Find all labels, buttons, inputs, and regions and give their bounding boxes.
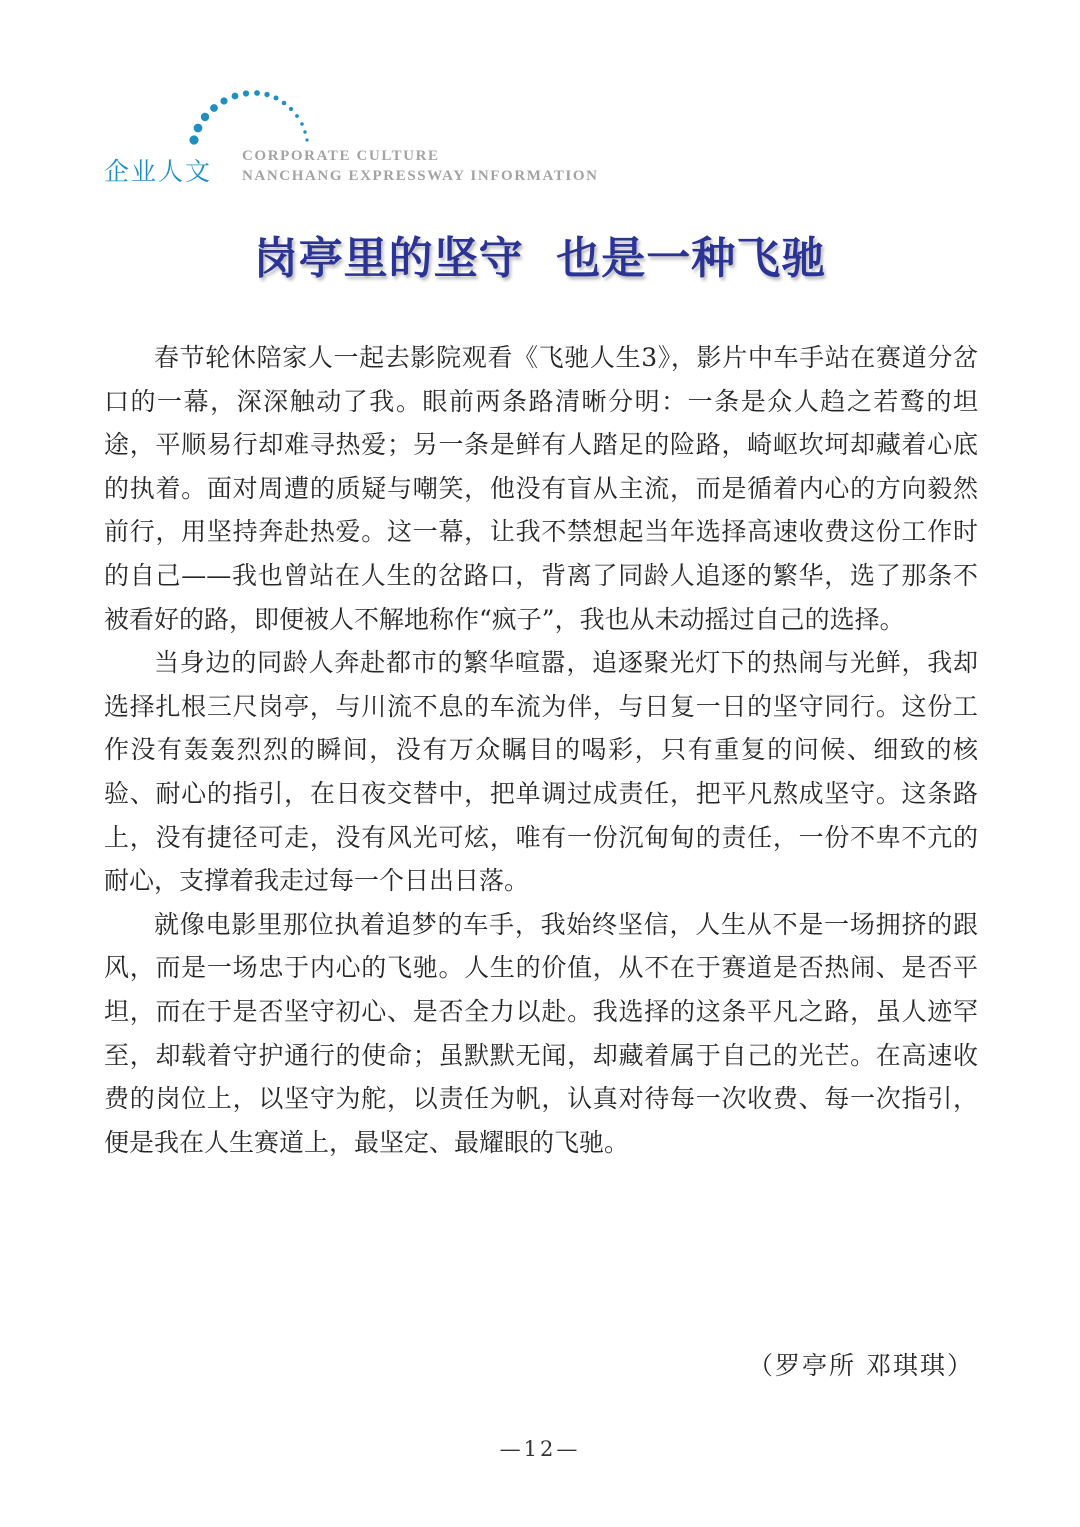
publication-name-en: NANCHANG EXPRESSWAY INFORMATION <box>242 168 599 184</box>
author-byline: （罗亭所 邓琪琪） <box>748 1351 974 1380</box>
paragraph: 春节轮休陪家人一起去影院观看《飞驰人生3》，影片中车手站在赛道分岔口的一幕，深深触动了我。眼前两条路清晰分明：一条是众人趋之若鹜的坦途，平顺易行却难寻热爱；另一条是鲜有人踏足的险路，崎岖坎坷却藏着心底的执着。面对周遭的质疑与嘲笑，他没有盲从主流，而是循着内心的方向毅然前行，用坚持奔赴热爱。这一幕，让我不禁想起当年选择高速收费这份工作时的自己——我也曾站在人生的岔路口，背离了同龄人追逐的繁华，选了那条不被看好的路，即便被人不解地称作“疯子”，我也从未动摇过自己的选择。 <box>104 343 978 634</box>
section-title-en: CORPORATE CULTURE <box>242 148 440 164</box>
article-body <box>104 336 978 1164</box>
article-title: 岗亭里的坚守 也是一种飞驰 <box>253 233 827 284</box>
section-title-cn: 企业人文 <box>104 157 213 186</box>
paragraph: 当身边的同龄人奔赴都市的繁华喧嚣，追逐聚光灯下的热闹与光鲜，我却选择扎根三尺岗亭，与川流不息的车流为伴，与日复一日的坚守同行。这份工作没有轰轰烈烈的瞬间，没有万众瞩目的喝彩，只有重复的问候、细致的核验、耐心的指引，在日夜交替中，把单调过成责任，把平凡熬成坚守。这条路上，没有捷径可走，没有风光可炫，唯有一份沉甸甸的责任，一份不卑不亢的耐心，支撑着我走过每一个日出日落。 <box>104 648 978 896</box>
paragraph: 就像电影里那位执着追梦的车手，我始终坚信，人生从不是一场拥挤的跟风，而是一场忠于内心的飞驰。人生的价值，从不在于赛道是否热闹、是否平坦，而在于是否坚守初心、是否全力以赴。我选择的这条平凡之路，虽人迹罕至，却载着守护通行的使命；虽默默无闻，却藏着属于自己的光芒。在高速收费的岗位上，以坚守为舵，以责任为帆，认真对待每一次收费、每一次指引，便是我在人生赛道上，最坚定、最耀眼的飞驰。 <box>104 909 978 1157</box>
page-header <box>100 88 740 198</box>
page-number: —12— <box>499 1437 581 1461</box>
